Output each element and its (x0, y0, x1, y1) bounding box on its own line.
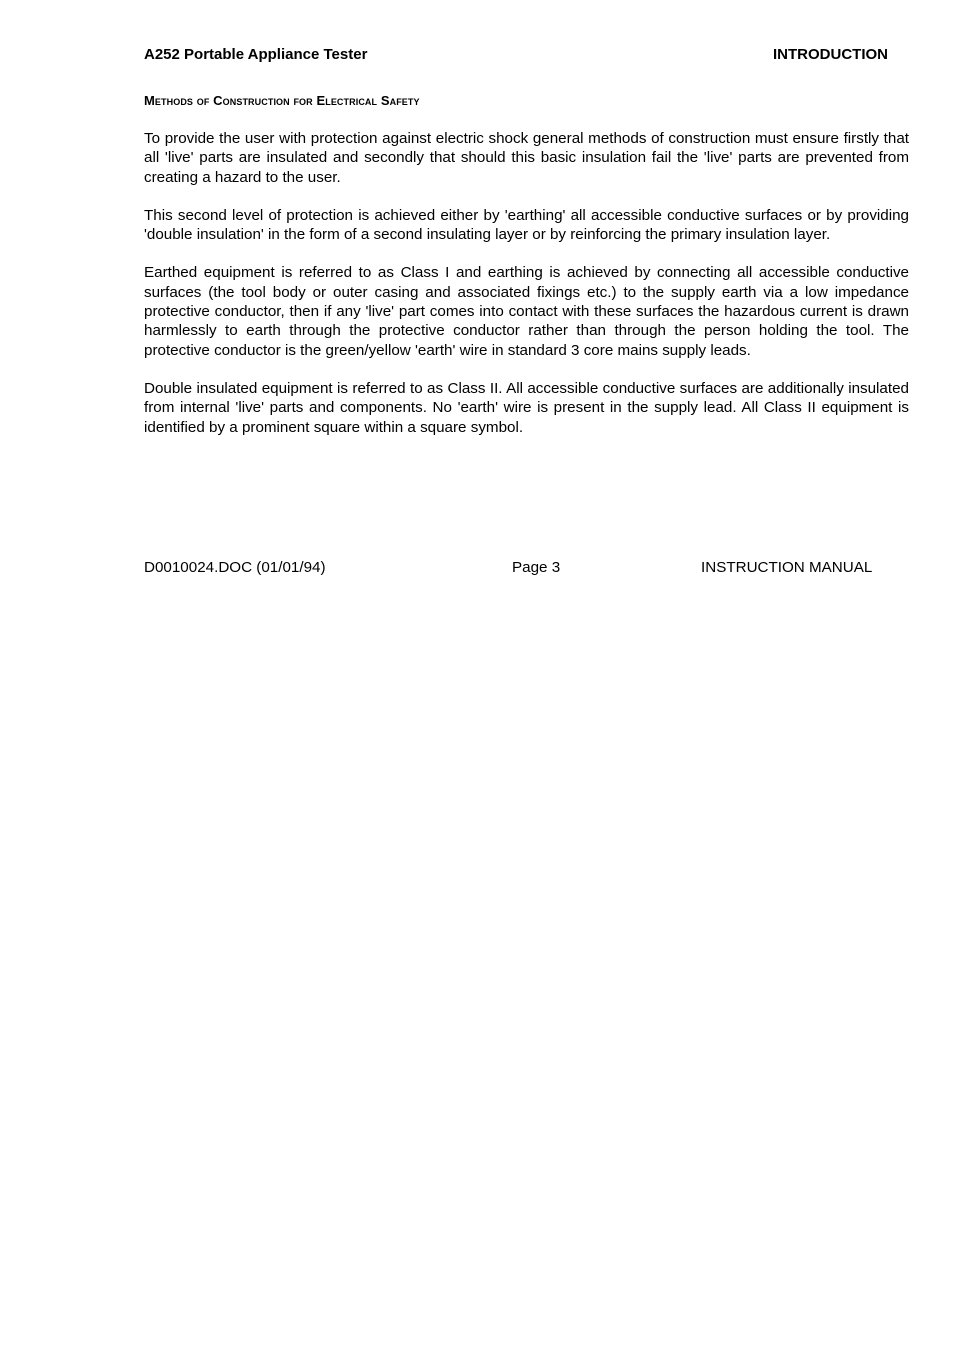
body-text (144, 129, 909, 456)
paragraph: Double insulated equipment is referred to as Class II. All accessible conductive surfaces are additionally insulated from internal 'live' parts and components. No 'earth' wire is present in the supply lead. All Class II equipment is identified by a prominent square within a square symbol. (144, 379, 909, 436)
page-footer (144, 558, 884, 578)
chapter-name: INTRODUCTION (773, 46, 888, 63)
paragraph: To provide the user with protection against electric shock general methods of construction must ensure firstly that all 'live' parts are insulated and secondly that should this basic insulation fail the 'live' parts are prevented from creating a hazard to the user. (144, 130, 909, 186)
document-reference: D0010024.DOC (01/01/94) (144, 559, 326, 576)
paragraph: Earthed equipment is referred to as Class I and earthing is achieved by connecting all accessible conductive surfaces (the tool body or outer casing and associated fixings etc.) to the supply earth via a low impedance protective conductor, then if any 'live' part comes into contact with these surfaces the hazardous current is drawn harmlessly to earth through the protective conductor rather than through the person holding the tool. The protective conductor is the green/yellow 'earth' wire in standard 3 core mains supply leads. (144, 264, 909, 359)
manual-name: INSTRUCTION MANUAL (701, 559, 873, 576)
paragraph: This second level of protection is achieved either by 'earthing' all accessible conductive surfaces or by providing 'double insulation' in the form of a second insulating layer or by reinforcing the primary insulation layer. (144, 206, 909, 244)
section-heading: Methods of Construction for Electrical Safety (144, 93, 420, 108)
document-title: A252 Portable Appliance Tester (144, 46, 368, 63)
page-number: Page 3 (512, 559, 561, 576)
running-header (144, 46, 888, 64)
